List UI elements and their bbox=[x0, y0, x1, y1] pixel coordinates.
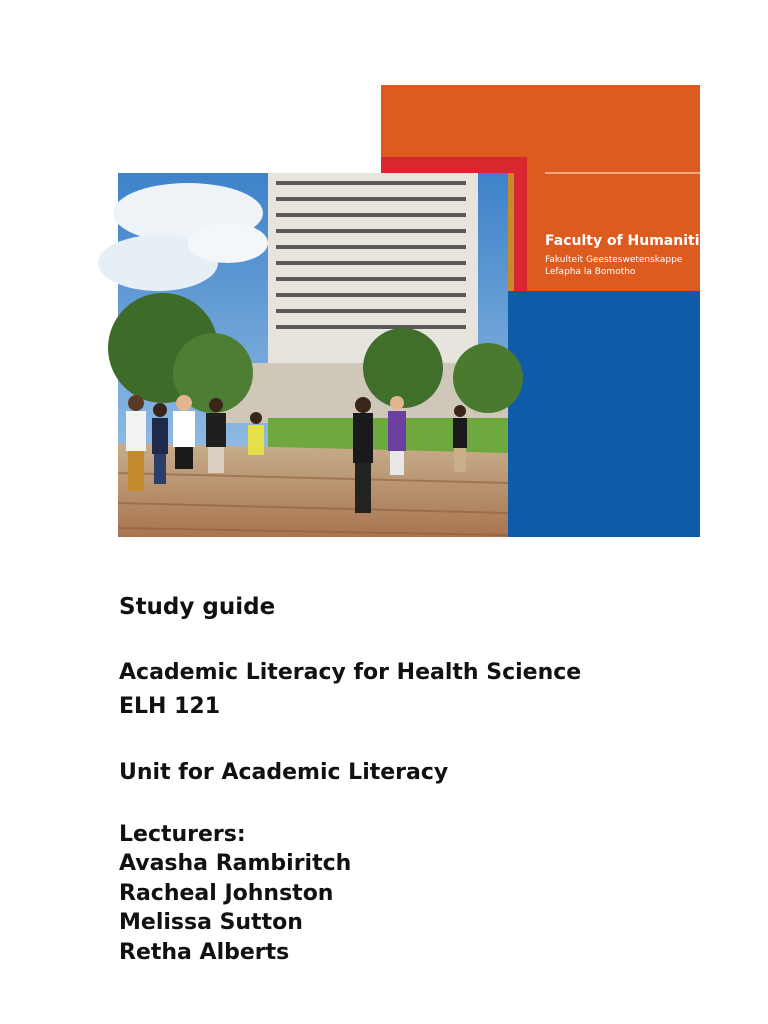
lecturer-name: Retha Alberts bbox=[119, 940, 290, 965]
orange-banner bbox=[381, 85, 700, 157]
unit-name: Unit for Academic Literacy bbox=[119, 760, 449, 785]
course-title: Academic Literacy for Health Science bbox=[119, 660, 582, 685]
course-code: ELH 121 bbox=[119, 694, 221, 719]
lecturers-label: Lecturers: bbox=[119, 822, 246, 847]
document-heading: Study guide bbox=[119, 594, 276, 620]
campus-photo bbox=[118, 173, 508, 537]
lecturer-name: Avasha Rambiritch bbox=[119, 851, 352, 876]
faculty-name-sepedi: Lefapha la Bomotho bbox=[545, 267, 636, 277]
faculty-name-afrikaans: Fakulteit Geesteswetenskappe bbox=[545, 255, 683, 265]
lecturer-name: Racheal Johnston bbox=[119, 881, 334, 906]
divider-line bbox=[545, 172, 700, 174]
faculty-panel bbox=[527, 157, 718, 293]
blue-panel bbox=[508, 291, 700, 537]
lecturer-name: Melissa Sutton bbox=[119, 910, 303, 935]
faculty-name: Faculty of Humanities bbox=[545, 233, 718, 249]
